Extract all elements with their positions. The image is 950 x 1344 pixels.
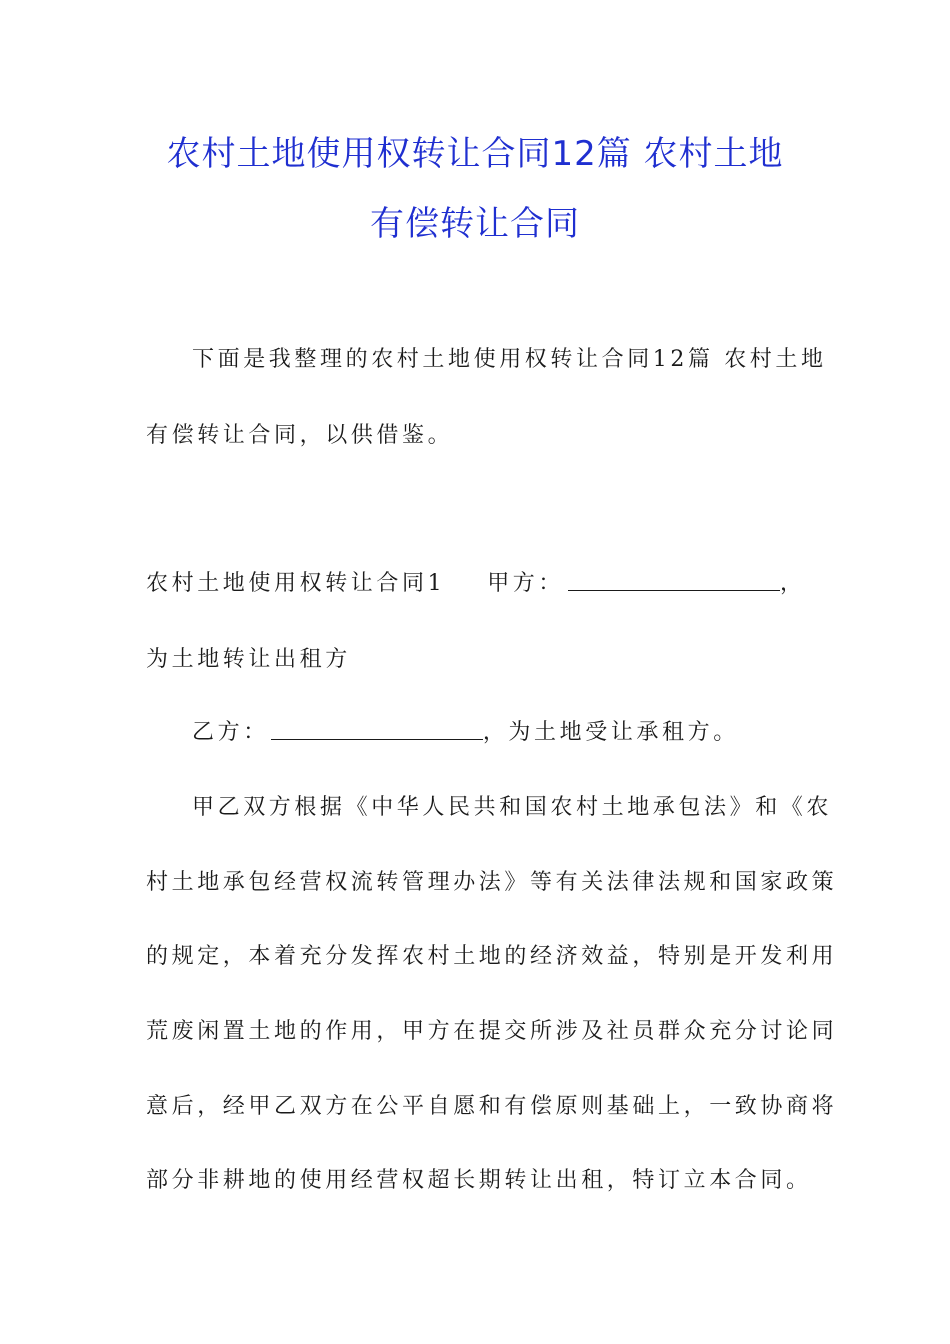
- party-b-label: 乙方：: [192, 720, 269, 745]
- contract-header-line: [146, 569, 806, 599]
- paragraph-line: 村土地承包经营权流转管理办法》等有关法律法规和国家政策: [146, 870, 838, 895]
- document-title-line-2: 有偿转让合同: [370, 204, 580, 244]
- contract-heading: 农村土地使用权转让合同1: [146, 571, 446, 596]
- paragraph-line: 荒废闲置土地的作用，甲方在提交所涉及社员群众充分讨论同: [146, 1019, 838, 1044]
- paragraph-line: 的规定，本着充分发挥农村土地的经济效益，特别是开发利用: [146, 944, 838, 969]
- paragraph-line: 甲乙双方根据《中华人民共和国农村土地承包法》和《农: [192, 795, 833, 820]
- paragraph-line: 意后，经甲乙双方在公平自愿和有偿原则基础上，一致协商将: [146, 1094, 838, 1119]
- party-a-role: 为土地转让出租方: [146, 647, 351, 672]
- party-b-line: [192, 718, 739, 748]
- party-b-suffix: ，为土地受让承租方。: [482, 720, 739, 745]
- document-title-line-1: 农村土地使用权转让合同12篇 农村土地: [166, 134, 784, 174]
- intro-line-1: 下面是我整理的农村土地使用权转让合同12篇 农村土地: [192, 347, 827, 372]
- party-a-suffix: ，: [780, 571, 806, 596]
- intro-line-2: 有偿转让合同，以供借鉴。: [146, 423, 454, 448]
- party-a-label: 甲方：: [487, 571, 565, 596]
- paragraph-line: 部分非耕地的使用经营权超长期转让出租，特订立本合同。: [146, 1168, 812, 1193]
- party-b-blank: [271, 719, 483, 740]
- party-a-blank: [568, 570, 780, 591]
